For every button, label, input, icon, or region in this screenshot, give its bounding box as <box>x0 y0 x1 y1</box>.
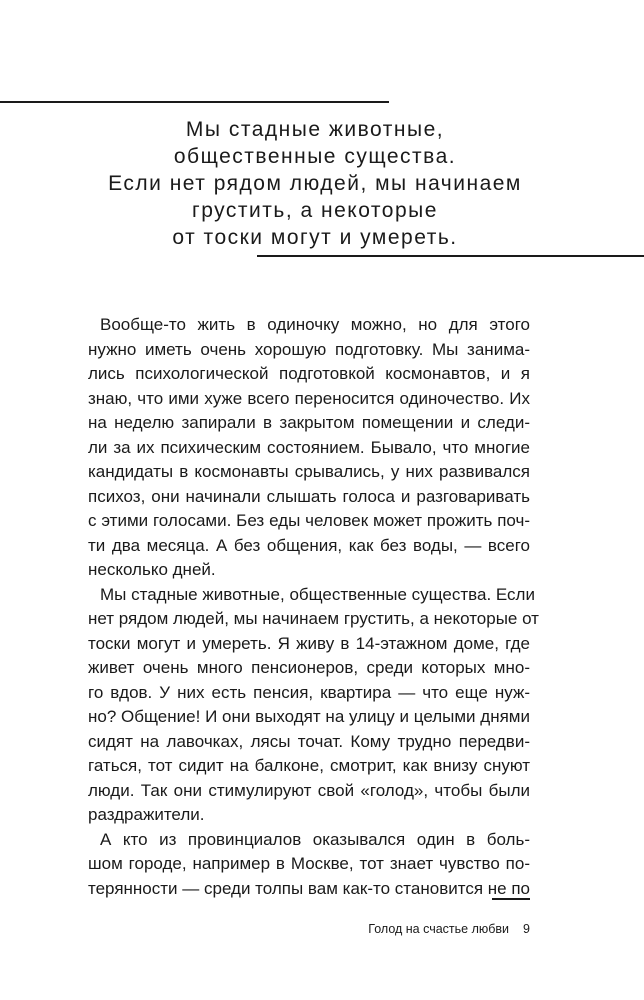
running-title: Голод на счастье любви <box>368 922 510 936</box>
body-line: нет рядом людей, мы начинаем грустить, а некоторые от <box>88 609 539 628</box>
pullquote-top-rule <box>0 101 389 103</box>
body-line: ти два месяца. А без общения, как без воды, — всего <box>88 535 530 555</box>
body-line: го вдов. У них есть пенсия, квартира — что еще нуж- <box>88 682 530 702</box>
body-line: раздражители. <box>88 805 205 824</box>
pullquote-line: общественные существа. <box>173 145 457 168</box>
pullquote-line: от тоски могут и умереть. <box>172 226 458 249</box>
body-line: люди. Так они стимулируют свой «голод», чтобы были <box>88 780 530 800</box>
body-line: живет очень много пенсионеров, среди которых мно- <box>88 658 530 677</box>
body-line: шом городе, например в Москве, тот знает чувство по- <box>88 854 530 873</box>
page-number: 9 <box>523 922 530 936</box>
body-line: нужно иметь очень хорошую подготовку. Мы занима- <box>88 339 530 359</box>
pullquote-line: Мы стадные животные, <box>185 118 445 141</box>
pullquote <box>100 116 530 251</box>
body-line: терянности — среди толпы вам как-то становится не по <box>88 878 530 898</box>
body-line: ли за их психическим состоянием. Бывало, что многие <box>88 437 530 457</box>
body-line: с этими голосами. Без еды человек может прожить поч- <box>88 511 530 530</box>
pullquote-bottom-rule <box>257 255 644 257</box>
body-line: знаю, что ими хуже всего переносится одиночество. Их <box>88 388 530 408</box>
body-line: лись психологической подготовкой космонавтов, и я <box>88 364 530 383</box>
body-line: тоски могут и умереть. Я живу в 14-этажном доме, где <box>88 633 530 653</box>
body-line: А кто из провинциалов оказывался один в боль- <box>100 829 530 849</box>
body-text <box>88 313 539 901</box>
body-line: но? Общение! И они выходят на улицу и целыми днями <box>88 707 530 726</box>
page-footer <box>300 922 530 936</box>
body-line: кандидаты в космонавты срывались, у них развивался <box>88 462 530 481</box>
body-line: несколько дней. <box>88 560 216 579</box>
pullquote-line: Если нет рядом людей, мы начинаем <box>108 172 522 195</box>
body-line: Вообще-то жить в одиночку можно, но для этого <box>100 315 530 334</box>
body-line: Мы стадные животные, общественные существа. Если <box>100 584 535 604</box>
body-line: гаться, тот сидит на балконе, смотрит, как внизу снуют <box>88 756 530 775</box>
footer-rule <box>492 898 530 900</box>
pullquote-line: грустить, а некоторые <box>192 199 438 222</box>
body-line: психоз, они начинали слышать голоса и разговаривать <box>88 486 530 506</box>
body-line: на неделю запирали в закрытом помещении и следи- <box>88 413 530 432</box>
body-line: сидят на лавочках, лясы точат. Кому трудно передви- <box>88 731 530 751</box>
